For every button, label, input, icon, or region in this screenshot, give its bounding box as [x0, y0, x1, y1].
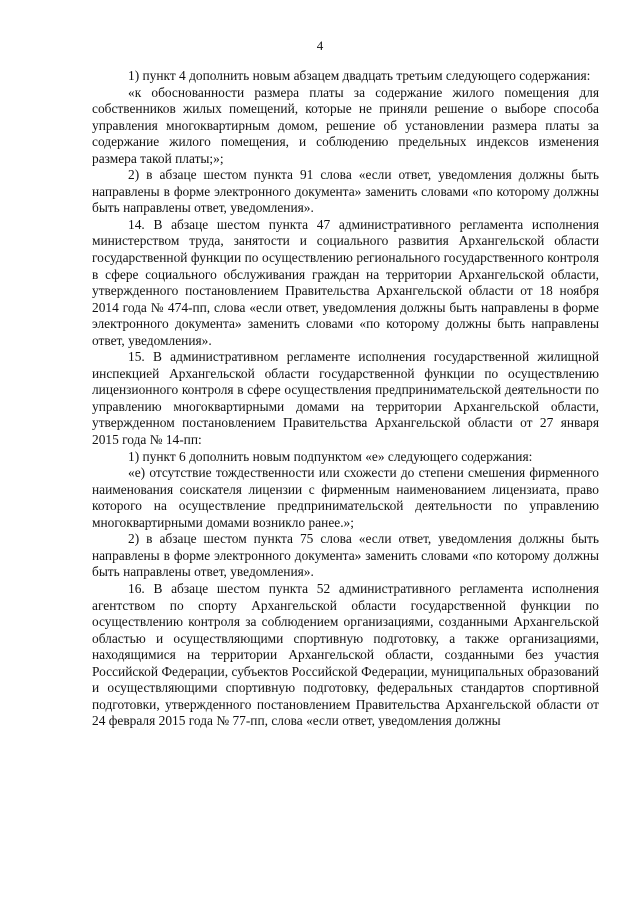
paragraph-item-2-point-75: 2) в абзаце шестом пункта 75 слова «если ответ, уведомления должны быть направлены в форме электронного документа» заменить словами «по которому должны быть направлены ответ, уведомления». — [92, 531, 599, 580]
paragraph-quoted-text-fee-justification: «к обоснованности размера платы за содержание жилого помещения для собственников жилых помещений, которые не приняли решение о выборе способа управления многоквартирным домом, решение об установлении размера платы за содержание жилого помещения, и соблюдению предельных индексов изменения размера такой платы;»; — [92, 84, 599, 166]
paragraph-item-1-point-6: 1) пункт 6 дополнить новым подпунктом «е» следующего содержания: — [128, 448, 533, 464]
paragraph-quoted-subpoint-e: «е) отсутствие тождественности или схожести до степени смешения фирменного наименования соискателя лицензии с фирменным наименованием лицензиата, право которого на осуществление предпринимательской деятельности по управлению многоквартирными домами возникло ранее.»; — [92, 465, 599, 530]
document-body — [92, 68, 599, 730]
paragraph-section-16: 16. В абзаце шестом пункта 52 административного регламента исполнения агентством по спорту Архангельской области государственной функции по осуществлению контроля за соблюдением организациями, созданными Архангельской областью и осуществляющими спортивную подготовку, а также организациями, находящимися на территории Архангельской области, созданными без участия Российской Федерации, субъектов Российской Федерации, муниципальных образований и осуществляющими спортивную подготовку, федеральных стандартов спортивной подготовки, утвержденного постановлением Правительства Архангельской области от 24 февраля 2015 года № 77-пп, слова «если ответ, уведомления должны — [92, 580, 599, 729]
paragraph-item-1-point-4: 1) пункт 4 дополнить новым абзацем двадцать третьим следующего содержания: — [128, 68, 591, 83]
paragraph-item-2-point-91: 2) в абзаце шестом пункта 91 слова «если ответ, уведомления должны быть направлены в форме электронного документа» заменить словами «по которому должны быть направлены ответ, уведомления». — [92, 167, 599, 216]
paragraph-section-14: 14. В абзаце шестом пункта 47 административного регламента исполнения министерством труда, занятости и социального развития Архангельской области государственной функции по осуществлению регионального государственного контроля в сфере социального обслуживания граждан на территории Архангельской области, утвержденного постановлением Правительства Архангельской области от 18 ноября 2014 года № 474-пп, слова «если ответ, уведомления должны быть направлены в форме электронного документа» заменить словами «по которому должны быть направлены ответ, уведомления». — [92, 216, 599, 348]
paragraph-section-15: 15. В административном регламенте исполнения государственной жилищной инспекцией Архангельской области государственной функции по осуществлению лицензионного контроля в сфере осуществления предпринимательской деятельности по управлению многоквартирными домами на территории Архангельской области, утвержденном постановлением Правительства Архангельской области от 27 января 2015 года № 14-пп: — [92, 349, 599, 448]
page-number: 4 — [316, 38, 324, 53]
